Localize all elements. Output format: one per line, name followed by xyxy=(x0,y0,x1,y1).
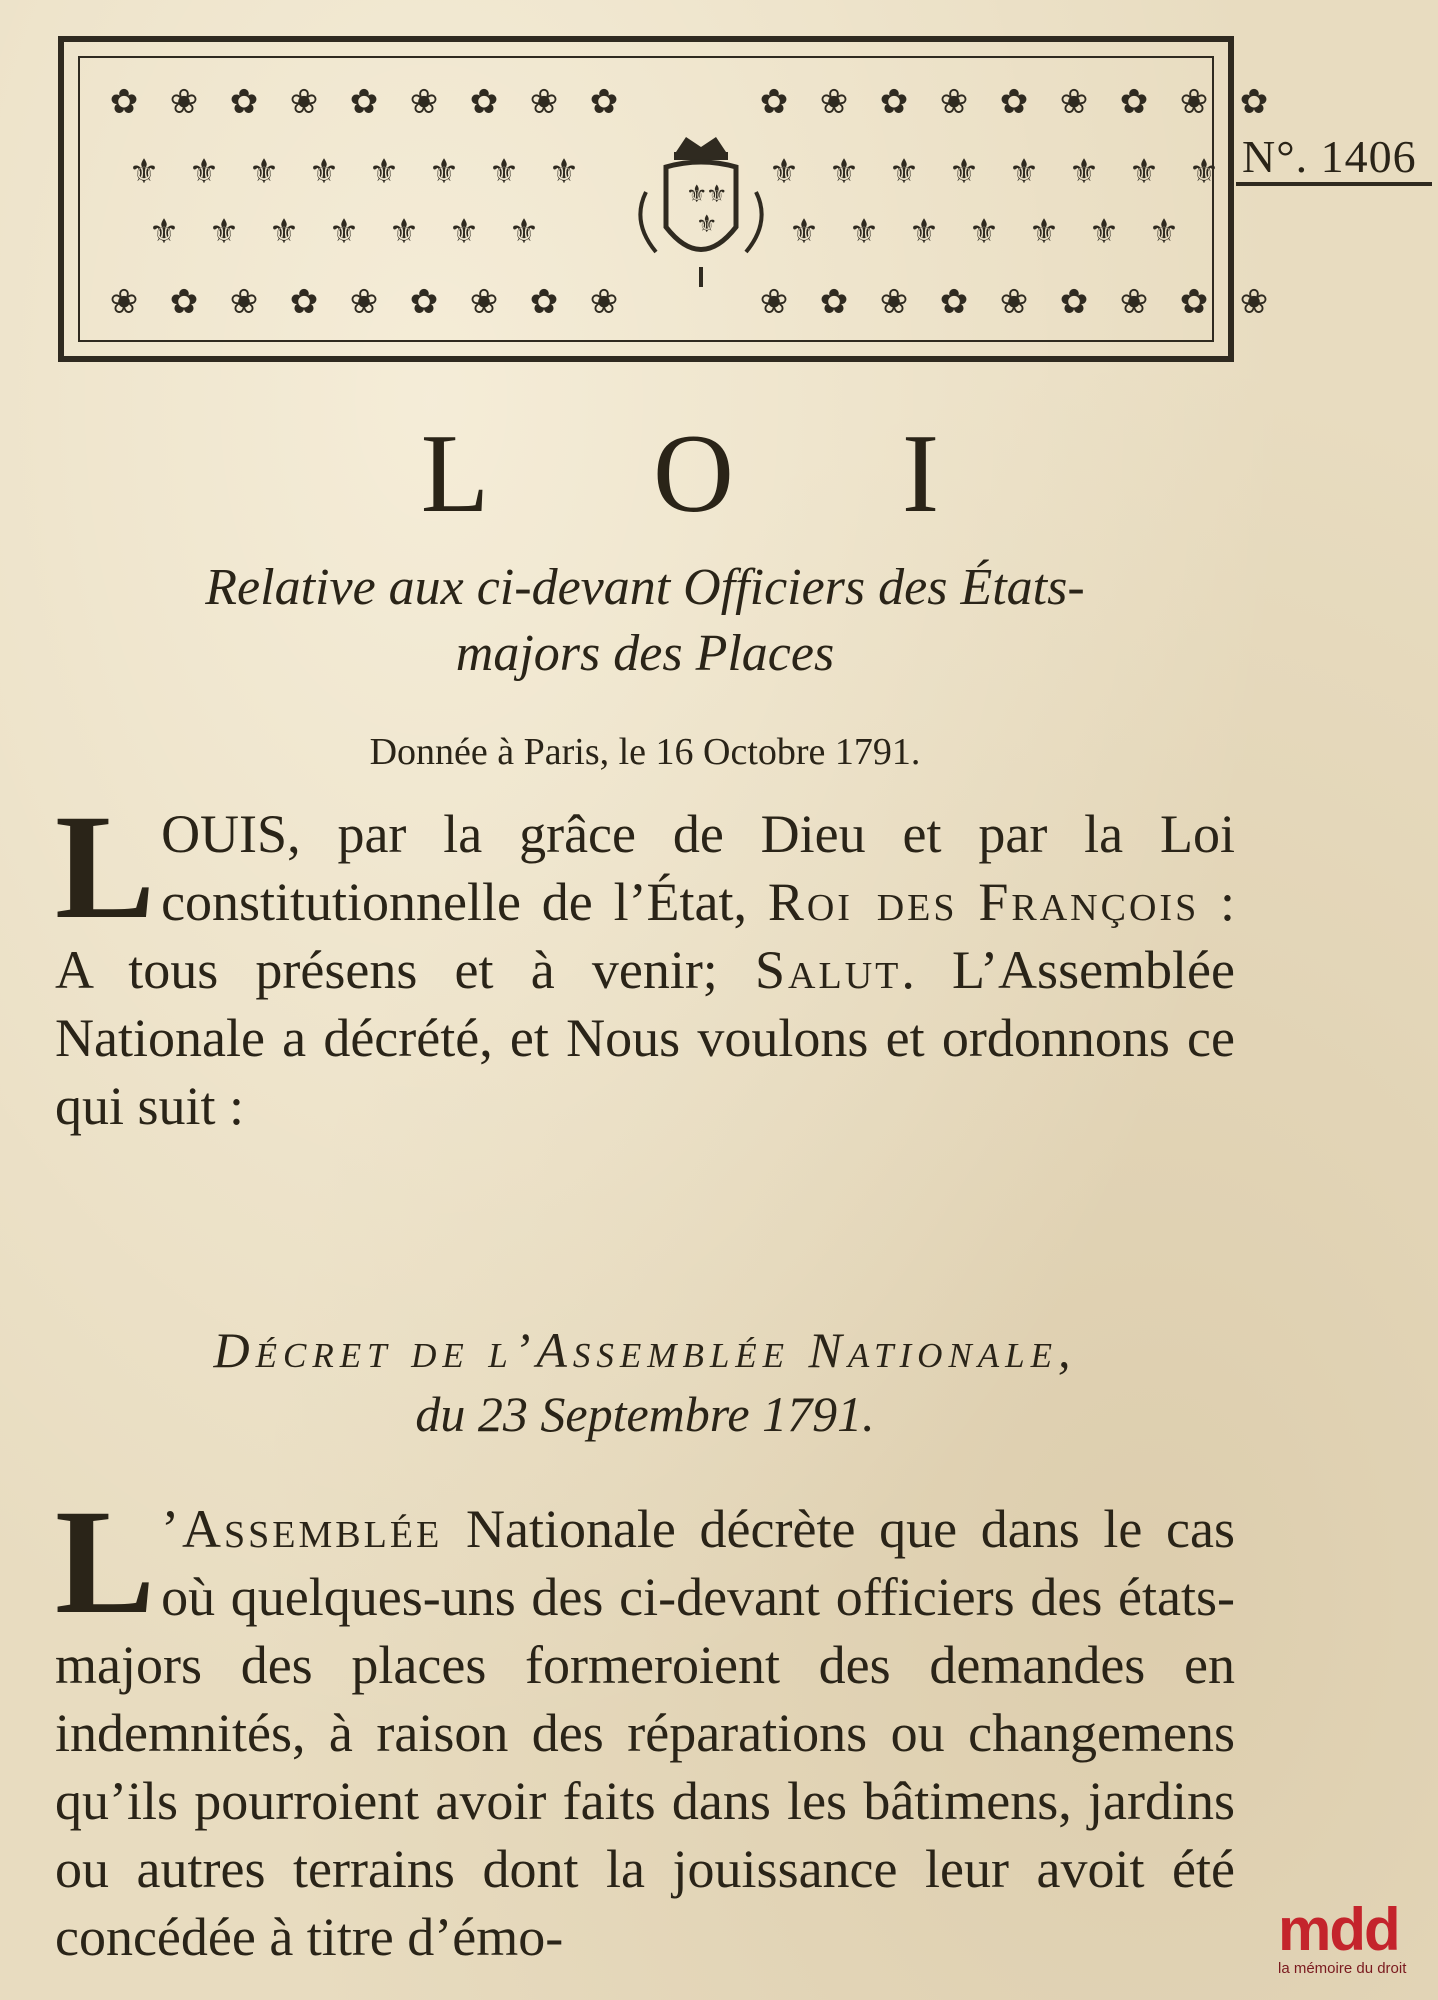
logo-main-text: mdd xyxy=(1278,1896,1399,1963)
page-title: L O I xyxy=(420,412,1010,536)
number-underline xyxy=(1236,182,1432,186)
ornament-row-bottom-left: ❀ ✿ ❀ ✿ ❀ ✿ ❀ ✿ ❀ xyxy=(109,284,619,321)
subtitle xyxy=(55,555,1235,687)
decree-heading-line-1: Décret de l’Assemblée Nationale, xyxy=(213,1322,1077,1378)
dropcap-preamble: L xyxy=(55,784,156,950)
decree-body-text: Nationale décrète que dans le cas où quelques-uns des ci-devant officiers des états-majors des places formeroient des demandes en indemnités, à raison des réparations ou changemens qu’ils pourroient avoir faits dans les bâtimens, jardins ou autres terrains dont la jouissance leur avoit été concédée à titre d’émo- xyxy=(55,1499,1235,1967)
decree-paragraph xyxy=(55,1479,1235,1971)
ornament-row-top-left: ✿ ❀ ✿ ❀ ✿ ❀ ✿ ❀ ✿ xyxy=(109,84,619,121)
ornament-row-fleur-left-2: ⚜ ⚜ ⚜ ⚜ ⚜ ⚜ ⚜ xyxy=(148,214,540,251)
decree-heading xyxy=(55,1318,1235,1446)
ornament-row-bottom-right: ❀ ✿ ❀ ✿ ❀ ✿ ❀ ✿ ❀ xyxy=(759,284,1269,321)
svg-text:⚜: ⚜ xyxy=(686,182,708,208)
preamble-francois: François xyxy=(978,872,1200,932)
header-ornament-frame xyxy=(58,36,1269,362)
svg-text:⚜: ⚜ xyxy=(696,212,718,238)
subtitle-line-2: majors des Places xyxy=(455,625,835,682)
preamble-text-end: . L’Assemblée Nationale a décrété, et Nous voulons et ordonnons ce qui suit : xyxy=(55,940,1235,1136)
mdd-logo xyxy=(1278,1896,1434,1990)
ornament-row-fleur-left: ⚜ ⚜ ⚜ ⚜ ⚜ ⚜ ⚜ ⚜ xyxy=(128,154,580,191)
ornament-row-fleur-right-2: ⚜ ⚜ ⚜ ⚜ ⚜ ⚜ ⚜ xyxy=(788,214,1180,251)
royal-crest-icon xyxy=(626,132,776,292)
logo-subtitle: la mémoire du droit xyxy=(1278,1960,1407,1977)
preamble-text-start: OUIS, par la grâce de Dieu et par la Loi constitutionnelle de l’État, xyxy=(161,804,1235,932)
ornament-row-top-right: ✿ ❀ ✿ ❀ ✿ ❀ ✿ ❀ ✿ xyxy=(759,84,1269,121)
ornament-row-fleur-right: ⚜ ⚜ ⚜ ⚜ ⚜ ⚜ ⚜ ⚜ xyxy=(768,154,1220,191)
preamble-text-mid: : A tous présens et à venir; xyxy=(55,872,1236,1000)
preamble-paragraph xyxy=(55,784,1236,1140)
document-number: N°. 1406 xyxy=(1242,131,1417,182)
preamble-salut: Salut xyxy=(755,940,902,1000)
dropcap-decree: L xyxy=(55,1479,156,1645)
preamble-roi-des: Roi des xyxy=(767,872,958,932)
date-line: Donnée à Paris, le 16 Octobre 1791. xyxy=(369,731,921,773)
svg-text:⚜: ⚜ xyxy=(706,182,728,208)
subtitle-line-1: Relative aux ci-devant Officiers des États- xyxy=(205,559,1085,616)
decree-assemblee: ’Assemblée xyxy=(161,1499,443,1559)
decree-heading-line-2: du 23 Septembre 1791. xyxy=(415,1386,875,1442)
